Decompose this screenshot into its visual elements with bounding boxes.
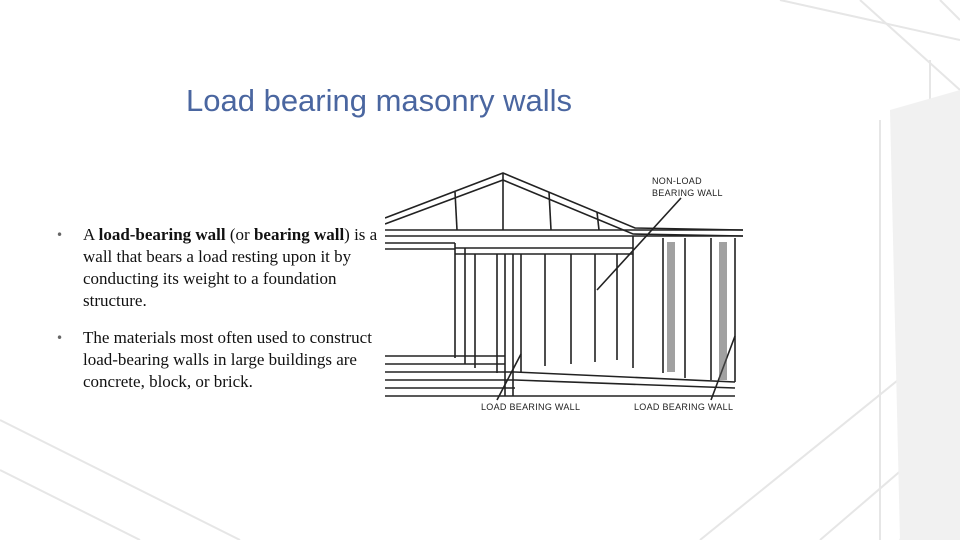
bullet-text: The materials most often used to construct load-bearing walls in large buildings are concrete, block, or brick. (83, 328, 372, 391)
bullet-marker: • (56, 228, 64, 242)
term-load-bearing-wall: load-bearing wall (98, 225, 226, 244)
bullet-marker: • (56, 331, 64, 345)
label-load-right: LOAD BEARING WALL (634, 402, 734, 412)
bullet-item-materials (56, 327, 386, 393)
bullet-list (56, 224, 386, 408)
bullet-text-part: A (83, 225, 99, 244)
bullet-item-definition (56, 224, 386, 312)
label-load-left: LOAD BEARING WALL (481, 402, 581, 412)
arrow-load-left (497, 354, 521, 400)
slide-title: Load bearing masonry walls (186, 83, 572, 118)
bullet-text-part: (or (225, 225, 254, 244)
bullet-text-part: ) is a wall that bears a load resting upon it by conducting its weight to a foundation structure. (83, 225, 378, 310)
wall-framing-diagram (385, 168, 755, 416)
term-bearing-wall: bearing wall (253, 225, 345, 244)
label-nonload-line1: NON-LOAD (652, 176, 702, 186)
label-nonload-line2: BEARING WALL (652, 188, 723, 198)
